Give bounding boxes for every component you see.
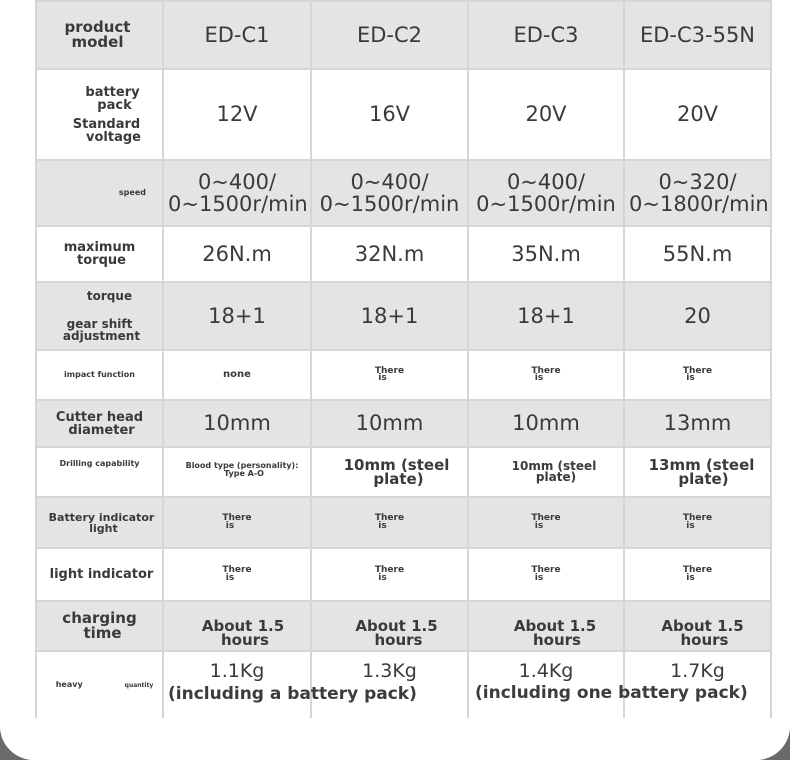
- value-cell: 10mm: [311, 400, 468, 447]
- value-cell: About 1.5 hours: [468, 601, 624, 651]
- weight-note-left: (including a battery pack): [168, 684, 417, 704]
- battery-voltage-label: battery pack Standard voltage: [36, 69, 163, 160]
- value-cell: 0~400/ 0~1500r/min: [163, 160, 311, 226]
- table-row: [36, 548, 771, 601]
- impact-function-label: impact function: [36, 350, 163, 400]
- table-row: [36, 226, 771, 282]
- value-cell: There is: [163, 497, 311, 548]
- value-cell: 10mm: [468, 400, 624, 447]
- value-cell: 55N.m: [624, 226, 771, 282]
- value-cell: There is: [624, 497, 771, 548]
- value-cell: 26N.m: [163, 226, 311, 282]
- value-cell: There is: [311, 350, 468, 400]
- value-cell: 1.3Kg: [311, 651, 468, 719]
- cutter-head-label: Cutter head diameter: [36, 400, 163, 447]
- value-cell: About 1.5 hours: [624, 601, 771, 651]
- value-cell: There is: [311, 497, 468, 548]
- model-header: ED-C3: [468, 1, 624, 69]
- value-cell: 0~400/ 0~1500r/min: [468, 160, 624, 226]
- table-row: [36, 160, 771, 226]
- drilling-capability-label: Drilling capability: [36, 447, 163, 497]
- table-row: [36, 447, 771, 497]
- table-row: [36, 400, 771, 447]
- value-cell: There is: [468, 548, 624, 601]
- value-cell: 10mm (steel plate): [468, 447, 624, 497]
- value-cell: There is: [163, 548, 311, 601]
- model-header: ED-C1: [163, 1, 311, 69]
- value-cell: 35N.m: [468, 226, 624, 282]
- value-cell: There is: [468, 497, 624, 548]
- table-row: [36, 601, 771, 651]
- weight-label: heavy quantity: [36, 651, 163, 719]
- value-cell: 13mm: [624, 400, 771, 447]
- max-torque-label: maximum torque: [36, 226, 163, 282]
- table-row: [36, 69, 771, 160]
- value-cell: About 1.5 hours: [311, 601, 468, 651]
- value-cell: About 1.5 hours: [163, 601, 311, 651]
- spec-table: [35, 0, 772, 720]
- table-row: [36, 282, 771, 350]
- value-cell: There is: [311, 548, 468, 601]
- table-row: [36, 350, 771, 400]
- bottom-band: [0, 718, 790, 760]
- value-cell: 16V: [311, 69, 468, 160]
- value-cell: Blood type (personality): Type A-O: [163, 447, 311, 497]
- speed-label: speed: [36, 160, 163, 226]
- value-cell: 10mm (steel plate): [311, 447, 468, 497]
- table-row: [36, 497, 771, 548]
- light-indicator-label: light indicator: [36, 548, 163, 601]
- weight-note-right: (including one battery pack): [475, 683, 748, 703]
- value-cell: 18+1: [311, 282, 468, 350]
- value-cell: 10mm: [163, 400, 311, 447]
- value-cell: 20V: [624, 69, 771, 160]
- value-cell: 1.4Kg: [468, 651, 624, 719]
- value-cell: 32N.m: [311, 226, 468, 282]
- value-cell: 0~400/ 0~1500r/min: [311, 160, 468, 226]
- value-cell: 18+1: [468, 282, 624, 350]
- torque-adjustment-label: torque gear shift adjustment: [36, 282, 163, 350]
- value-cell: 1.7Kg: [624, 651, 771, 719]
- battery-indicator-label: Battery indicator light: [36, 497, 163, 548]
- product-model-label: product model: [36, 1, 163, 69]
- header-row: [36, 1, 771, 69]
- value-cell: 18+1: [163, 282, 311, 350]
- model-header: ED-C2: [311, 1, 468, 69]
- value-cell: There is: [468, 350, 624, 400]
- value-cell: none: [163, 350, 311, 400]
- value-cell: 1.1Kg: [163, 651, 311, 719]
- value-cell: 0~320/ 0~1800r/min: [624, 160, 771, 226]
- value-cell: There is: [624, 548, 771, 601]
- value-cell: 12V: [163, 69, 311, 160]
- value-cell: 20V: [468, 69, 624, 160]
- model-header: ED-C3-55N: [624, 1, 771, 69]
- value-cell: There is: [624, 350, 771, 400]
- charging-time-label: charging time: [36, 601, 163, 651]
- value-cell: 13mm (steel plate): [624, 447, 771, 497]
- value-cell: 20: [624, 282, 771, 350]
